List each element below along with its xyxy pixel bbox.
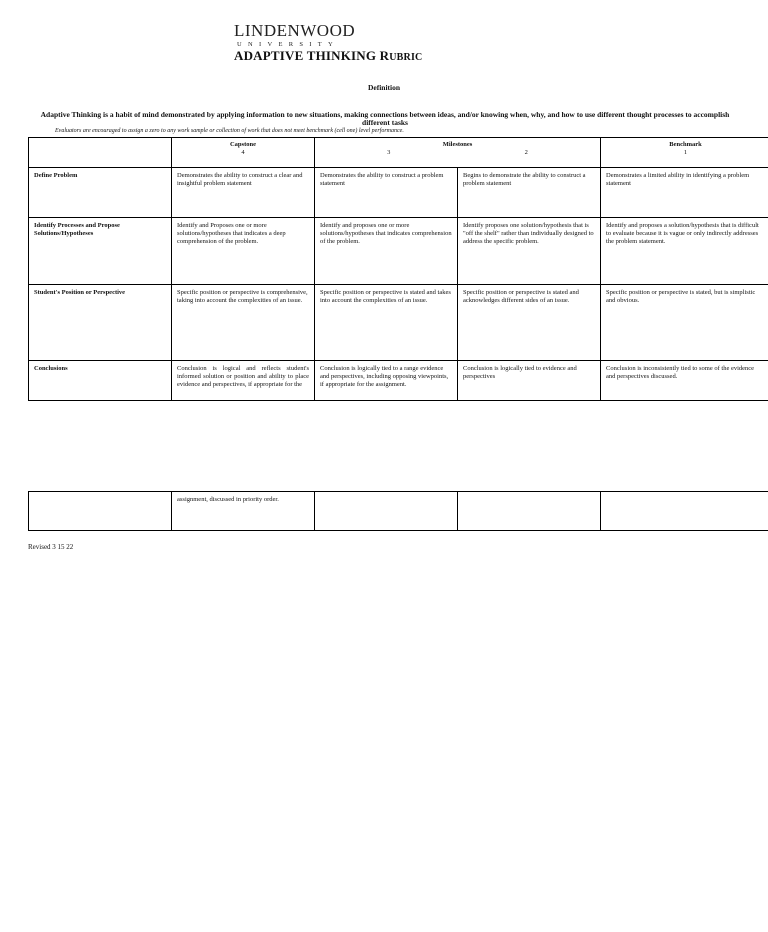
definition-text: Adaptive Thinking is a habit of mind demonstrated by applying information to new situations, making connections between ideas, and/or knowing when, why, and how to use different thought processes to accomplish different tasks [40,110,730,127]
cell-benchmark [601,492,768,531]
university-logo [234,22,355,49]
header-benchmark: Benchmark 1 [601,138,768,168]
cell-milestone-3 [315,492,458,531]
header-capstone: Capstone 4 [172,138,315,168]
cell-milestone-3: Specific position or perspective is stated and takes into account the complexities of an issue. [315,285,458,361]
cell-milestone-2: Conclusion is logically tied to evidence and perspectives [458,361,601,401]
page-title: ADAPTIVE THINKING RUBRIC [234,48,423,63]
rubric-header-row [29,138,768,168]
cell-benchmark: Identify and proposes a solution/hypothesis that is difficult to evaluate because it is vague or only indirectly addresses the problem statement. [601,218,768,285]
table-row [29,492,768,531]
logo-subtitle: UNIVERSITY [237,41,339,48]
cell-capstone: Demonstrates the ability to construct a clear and insightful problem statement [172,168,315,218]
header-milestones: Milestones 3 2 [315,138,601,168]
logo-name: LINDENWOOD [234,21,356,40]
table-row [29,361,768,401]
table-row [29,218,768,285]
row-label: Define Problem [29,168,172,218]
rubric-table-continuation [28,491,768,531]
cell-benchmark: Specific position or perspective is stated, but is simplistic and obvious. [601,285,768,361]
cell-benchmark: Conclusion is inconsistently tied to some of the evidence and perspectives discussed. [601,361,768,401]
cell-milestone-3: Conclusion is logically tied to a range evidence and perspectives, including opposing viewpoints, if appropriate for the assignment. [315,361,458,401]
cell-capstone: Specific position or perspective is comprehensive, taking into account the complexities of an issue. [172,285,315,361]
cell-benchmark: Demonstrates a limited ability in identifying a problem statement [601,168,768,218]
cell-milestone-3: Identify and proposes one or more solutions/hypotheses that indicates comprehension of the problem. [315,218,458,285]
cell-milestone-2 [458,492,601,531]
cell-milestone-2: Begins to demonstrate the ability to construct a problem statement [458,168,601,218]
row-label: Identify Processes and Propose Solutions/Hypotheses [29,218,172,285]
cell-milestone-2: Identify proposes one solution/hypothesis that is "off the shelf" rather than individually designed to address the specific problem. [458,218,601,285]
cell-capstone: Identify and Proposes one or more solutions/hypotheses that indicates a deep comprehension of the problem. [172,218,315,285]
row-label [29,492,172,531]
table-row [29,168,768,218]
cell-milestone-3: Demonstrates the ability to construct a problem statement [315,168,458,218]
table-row [29,285,768,361]
cell-capstone: assignment, discussed in priority order. [172,492,315,531]
cell-milestone-2: Specific position or perspective is stated and acknowledges different sides of an issue. [458,285,601,361]
row-label: Conclusions [29,361,172,401]
definition-heading: Definition [367,83,401,92]
row-label: Student's Position or Perspective [29,285,172,361]
evaluator-note: Evaluators are encouraged to assign a zero to any work sample or collection of work that does not meet benchmark (cell one) level performance. [55,128,404,134]
revision-date: Revised 3 15 22 [28,543,74,551]
header-blank [29,138,172,168]
rubric-table [28,137,768,401]
cell-capstone: Conclusion is logical and reflects student's informed solution or position and ability to place evidence and perspectives, if appropriate for the [172,361,315,401]
